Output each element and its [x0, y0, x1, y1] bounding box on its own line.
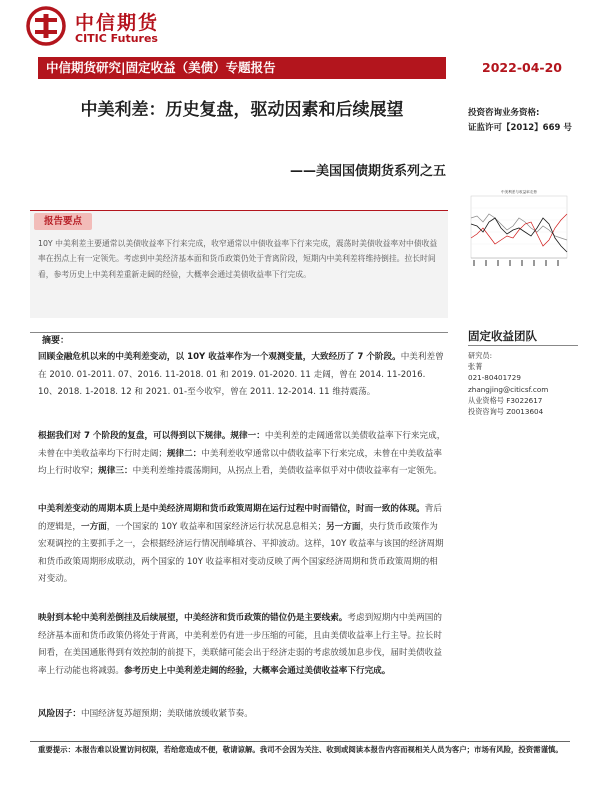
qualification-line: 投资咨询业务资格:	[468, 108, 540, 118]
analyst-phone: 021-80401729	[468, 373, 521, 383]
summary-text: 10Y 中美利差主要通常以美债收益率下行来完成，收窄通常以中债收益率下行来完成，震荡时美债收益率对中债收益率在拐点上有一定领先。考虑到中美经济基本面和货币政策仍处于背离阶段，短期内中美利差将维持倒挂。拉长时间看，参考历史上中美利差重新走阔的经验，大概率会通过美债收益率下行完成。	[38, 239, 438, 279]
qualification-block	[468, 106, 572, 136]
abstract-label: 摘要：	[42, 336, 70, 346]
citic-logo-icon	[26, 6, 66, 46]
analyst-info	[468, 350, 548, 417]
qualification-license: 证监许可【2012】669 号	[468, 123, 572, 133]
brand-name-cn: 中信期货	[75, 12, 160, 34]
analyst-name: 张菁	[468, 362, 483, 372]
brand-name-en: CITIC Futures	[75, 32, 158, 45]
report-subtitle: ——美国国债期货系列之五	[289, 164, 446, 179]
analyst-role: 研究员:	[468, 351, 492, 360]
footer-divider	[30, 741, 570, 742]
analyst-cert-advisory: 投资咨询号 Z0013604	[468, 407, 544, 417]
abstract-paragraph-2: 根据我们对 7 个阶段的复盘，可以得到以下规律。规律一：中美利差的走阔通常以美债收益率下行来完成，未曾在中美收益率均下行时走阔；规律二：中美利差收窄通常以中债收益率下行来完成，未曾在中美收益率均上行时收窄；规律三：中美利差维持震荡期间，从拐点上看，美债收益率似乎对中债收益率有一定领先。	[38, 431, 446, 477]
abstract-paragraph-4: 映射到本轮中美利差倒挂及后续展望，中美经济和货币政策的错位仍是主要线索。考虑到短期内中美两国的经济基本面和货币政策仍将处于背离，中美利差仍有进一步压缩的可能，且由美债收益率上行主导。拉长时间看，在美国通胀得到有效控制的前提下，美联储可能会出于经济走弱的考虑放缓加息步伐，届时美债收益率上行动能也将减弱。参考历史上中美利差走阔的经验，大概率会通过美债收益率下行完成。	[38, 613, 442, 676]
report-date: 2022-04-20	[482, 60, 562, 75]
thumbnail-title: 中美利差与收益率走势	[501, 190, 537, 194]
team-title: 固定收益团队	[468, 329, 537, 343]
spread-chart-thumbnail	[463, 188, 575, 270]
abstract-divider	[30, 332, 448, 333]
report-category-banner: 中信期货研究|固定收益（美债）专题报告	[38, 57, 446, 79]
abstract-paragraph-3: 中美利差变动的周期本质上是中美经济周期和货币政策周期在运行过程中时而错位，时而一致的体现。背后的逻辑是，一方面，一个国家的 10Y 收益率和国家经济运行状况息息相关；另一方面，央行货币政策作为宏观调控的主要抓手之一，会根据经济运行情况削峰填谷、平抑波动。这样，10Y 收益率与该国的经济周期和货币政策周期形成联动，两个国家的 10Y 收益率相对变动反映了两个国家经济周期和货币政策周期的相对变动。	[38, 504, 444, 585]
analyst-cert-practice: 从业资格号 F3022617	[468, 395, 543, 405]
series-cn-yield	[471, 214, 567, 240]
series-spread	[471, 218, 567, 252]
abstract-paragraph-1: 回顾金融危机以来的中美利差变动，以 10Y 收益率作为一个观测变量，大致经历了 7 个阶段。中美利差曾在 2010. 01-2011. 07、2016. 11-2018. 01 和 2019. 01-2020. 11 走阔，曾在 2014. 11-2016. 10、2018. 1-2018. 12 和 2021. 01-至今收窄，曾在 2011. 12-2014. 11 维持震荡。	[38, 352, 444, 398]
risk-factors: 风险因子：中国经济复苏超预期；美联储放缓收紧节奏。	[38, 709, 253, 719]
disclaimer: 重要提示：本报告难以设置访问权限，若给您造成不便，敬请谅解。我司不会因为关注、收到或阅读本报告内容而视相关人员为客户；市场有风险，投资需谨慎。	[38, 745, 563, 754]
analyst-email[interactable]: zhangjing@citicsf.com	[468, 384, 549, 394]
report-title: 中美利差：历史复盘，驱动因素和后续展望	[80, 100, 404, 120]
summary-label: 报告要点	[34, 213, 92, 230]
team-divider	[468, 345, 578, 346]
